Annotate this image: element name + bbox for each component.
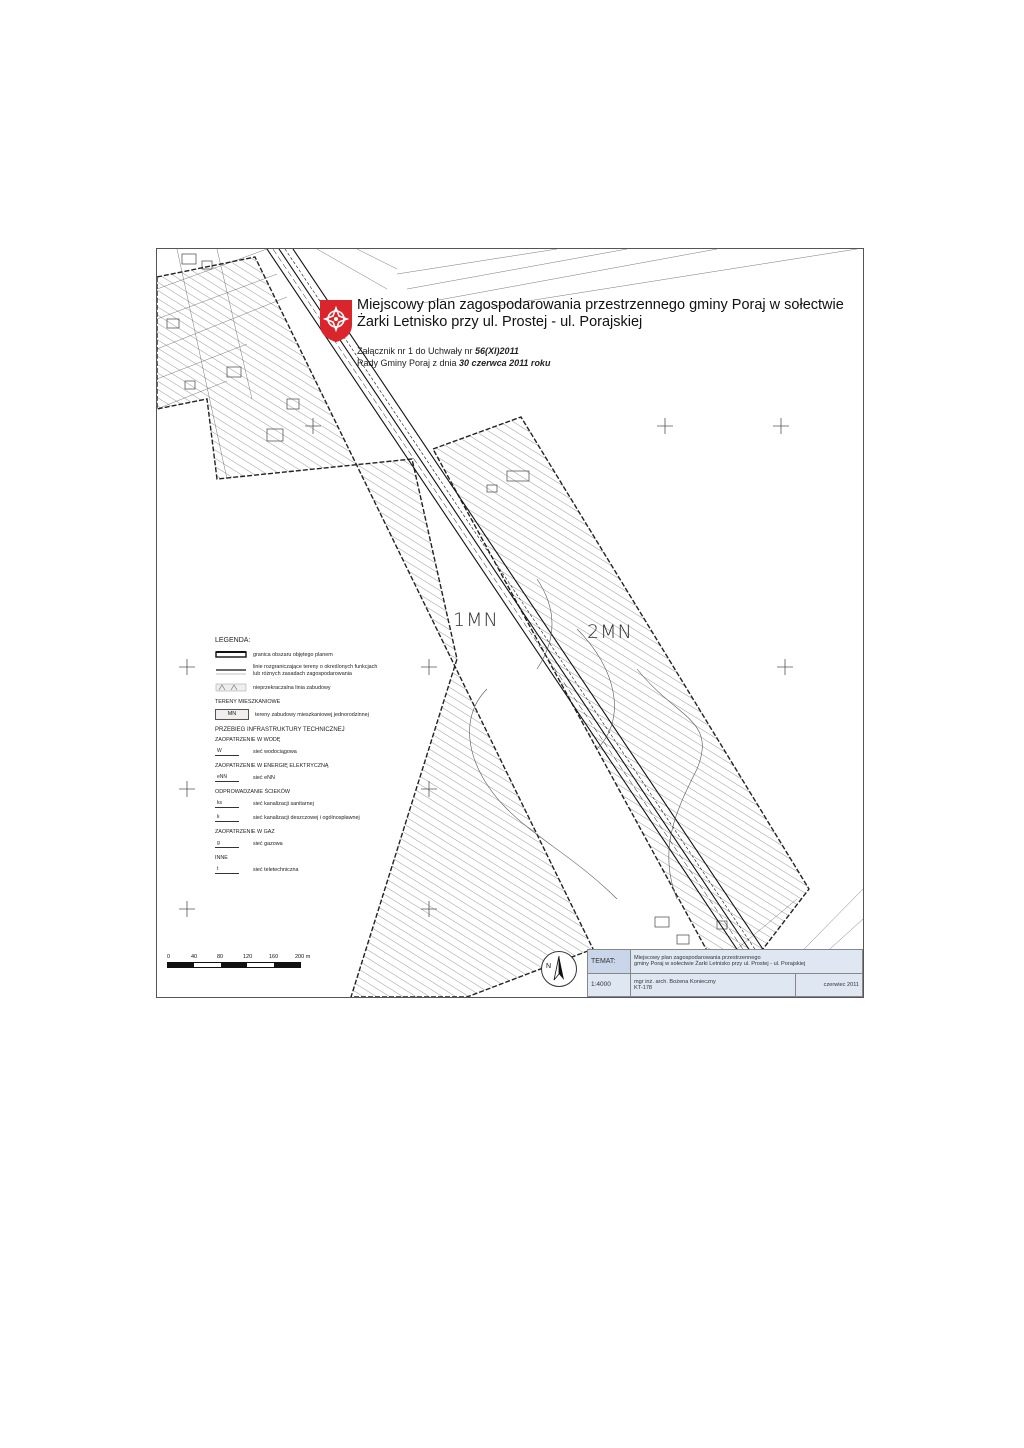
title-box [587, 949, 863, 997]
boundary-line-icon [215, 650, 247, 659]
legend-residential-heading: TERENY MIESZKANIOWE [215, 699, 281, 705]
plan-date: czerwiec 2011 [796, 973, 863, 997]
water-line-icon: W [215, 747, 239, 756]
annex-line: Załącznik nr 1 do Uchwały nr 56(XI)2011 [357, 346, 519, 356]
resolution-number: 56(XI)2011 [475, 346, 519, 356]
plan-title-block [357, 297, 857, 369]
scale-tick: 80 [217, 954, 224, 960]
tele-line-icon: t [215, 865, 239, 874]
legend-row-mn: MN tereny zabudowy mieszkaniowej jednorodzinnej [215, 709, 415, 720]
building-line-icon [215, 683, 247, 692]
legend-infra-heading: PRZEBIEG INFRASTRUKTURY TECHNICZNEJ [215, 727, 345, 733]
scale-tick: 200 m [295, 954, 311, 960]
legend-heading: LEGENDA: [215, 637, 251, 644]
scale-value: 1:4000 [588, 973, 631, 997]
legend-row-power: eNN sieć eNN [217, 774, 275, 781]
legend-row-storm: k sieć kanalizacji deszczowej i ogólnospławnej [217, 814, 360, 821]
scale-tick: 0 [167, 954, 171, 960]
legend-row-boundary: granica obszaru objętego planem [215, 650, 415, 659]
legend-row-tele: t sieć teletechniczna [217, 866, 299, 873]
north-arrow [541, 951, 577, 987]
mn-swatch: MN [215, 709, 249, 720]
map-legend [215, 637, 415, 879]
zone-label-2mn: 2MN [587, 621, 633, 643]
legend-gas-heading: ZAOPATRZENIE W GAZ [215, 829, 275, 835]
legend-sewage-heading: ODPROWADZANIE ŚCIEKÓW [215, 789, 290, 795]
legend-other-heading: INNE [215, 855, 228, 861]
scale-ticks [167, 954, 367, 962]
legend-row-dividing-lines: linie rozgraniczające tereny o określonych funkcjach lub różnych zasadach zagospodarowania [215, 664, 415, 678]
legend-power-heading: ZAOPATRZENIE W ENERGIĘ ELEKTRYCZNĄ [215, 763, 329, 769]
legend-water-heading: ZAOPATRZENIE W WODĘ [215, 737, 281, 743]
legend-row-gas: g sieć gazowa [217, 840, 283, 847]
scale-tick: 120 [243, 954, 253, 960]
temat-text: Miejscowy plan zagospodarowania przestrzennego gminy Poraj w sołectwie Żarki Letnisko przy ul. Prostej - ul. Porajskiej [631, 950, 863, 974]
north-label: N [546, 963, 552, 970]
gas-line-icon: g [215, 839, 239, 848]
legend-row-water: W sieć wodociągowa [217, 748, 297, 755]
temat-label: TEMAT: [588, 950, 631, 974]
sanitary-line-icon: ks [215, 799, 239, 808]
scale-bar [167, 954, 367, 968]
council-date-line: Rady Gminy Poraj z dnia 30 czerwca 2011 roku [357, 358, 551, 368]
coat-of-arms-icon [319, 299, 353, 343]
north-arrow-icon [542, 952, 576, 986]
plan-title-line1: Miejscowy plan zagospodarowania przestrzennego gminy Poraj w sołectwie [357, 297, 844, 313]
scale-tick: 40 [191, 954, 198, 960]
plan-title-line2: Żarki Letnisko przy ul. Prostej - ul. Porajskiej [357, 314, 643, 330]
scale-tick: 160 [269, 954, 279, 960]
power-line-icon: eNN [215, 773, 239, 782]
legend-row-sanitary: ks sieć kanalizacji sanitarnej [217, 800, 314, 807]
resolution-date: 30 czerwca 2011 roku [459, 358, 551, 368]
zone-label-1mn: 1MN [453, 609, 499, 631]
map-sheet [156, 248, 864, 998]
author-cell: mgr inż. arch. Bożena Konieczny KT-178 [631, 973, 796, 997]
legend-row-building-line: nieprzekraczalna linia zabudowy [215, 683, 415, 692]
storm-line-icon: k [215, 813, 239, 822]
scale-bar-segments [167, 962, 301, 968]
dividing-line-icon [215, 667, 247, 676]
